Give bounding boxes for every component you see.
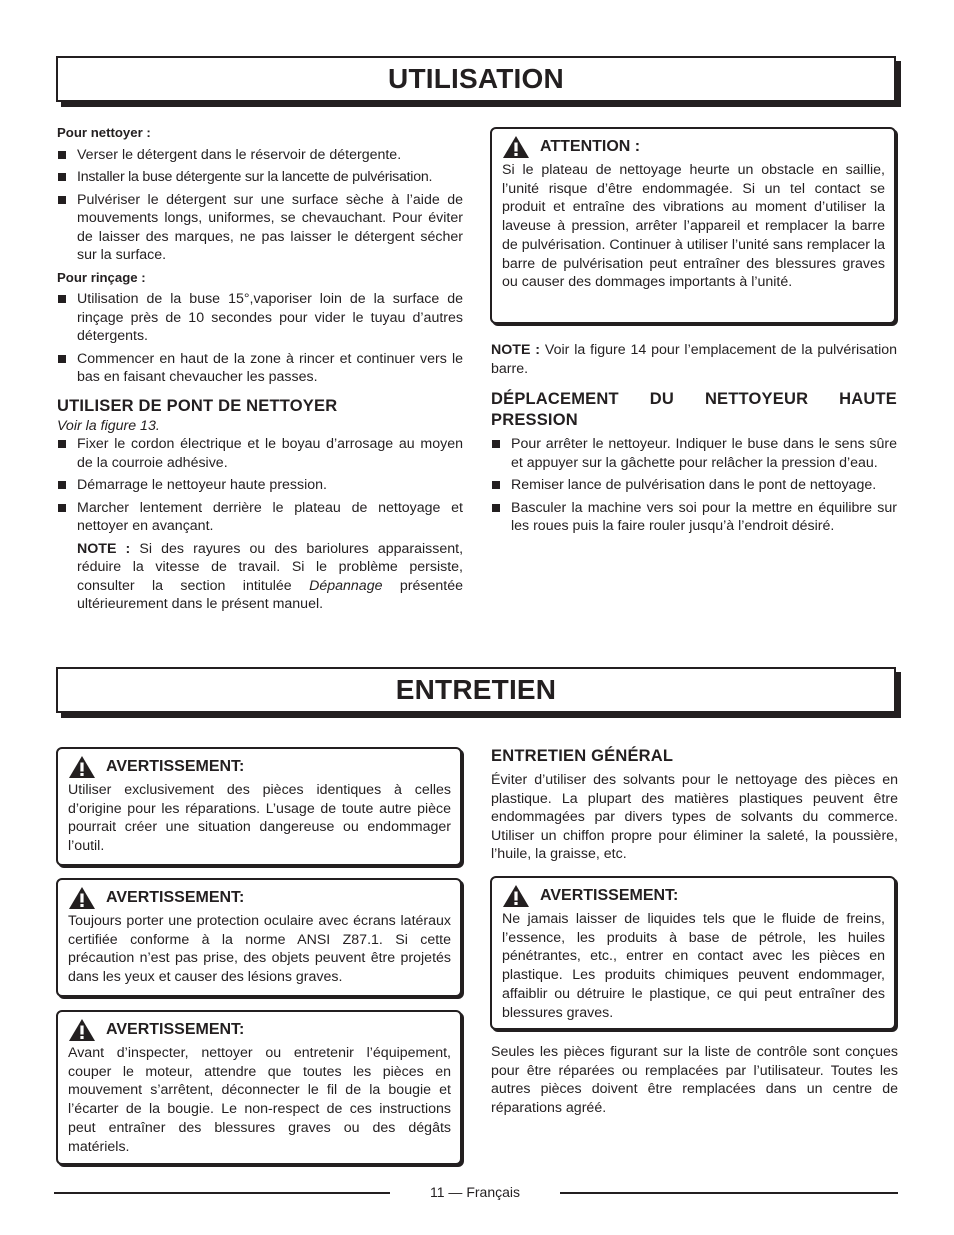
bullet-square-icon [58, 295, 66, 303]
warning-triangle-icon [502, 135, 530, 159]
entretien-general [491, 746, 898, 864]
list-item: Installer la buse détergente sur la lancette de pulvérisation. [57, 168, 463, 187]
list-item: Pulvériser le détergent sur une surface sèche à l’aide de mouvements longs, uniformes, se chevauchant. Pour éviter de laisser des marques, ne pas laisser le détergent sécher sur la surface. [57, 191, 463, 265]
warning-header [68, 755, 451, 779]
footer-rule-right [560, 1192, 898, 1194]
bullet-square-icon [58, 481, 66, 489]
attention-text: Si le plateau de nettoyage heurte un obstacle en saillie, l’unité risque d’être endommagée. Si un tel contact se produit et entraîne des vibrations au moment d’utiliser la laveuse à pression, arrêter l’appareil et remplacer la barre de pulvérisation. Continuer à utiliser l’unité sans remplacer la barre de pulvérisation peut entraîner des blessures graves ou causer des dommages importants à l’unité. [502, 162, 885, 291]
list-item: Verser le détergent dans le réservoir de détergente. [57, 146, 463, 165]
warning-triangle-icon [68, 886, 96, 910]
attention-box [490, 127, 896, 324]
warning-header [68, 1018, 451, 1042]
pont-note: NOTE : Si des rayures ou des bariolures apparaissent, réduire la vitesse de travail. Si le problème persiste, consulter la section intitulée Dépannage présentée ultérieurement dans le présent manuel. [77, 540, 464, 612]
pour-rincage-label: Pour rinçage : [57, 269, 146, 285]
bullet-square-icon [492, 481, 500, 489]
list-item: Fixer le cordon électrique et le boyau d’arrosage au moyen de la courroie adhésive. [57, 435, 463, 472]
warning-text: Utiliser exclusivement des pièces identiques à celles d’origine pour les réparations. L’usage de toute autre pièce pourrait créer une situation dangereuse ou endommager l’outil. [68, 782, 451, 855]
list-item: Utilisation de la buse 15°,vaporiser loin de la surface de rinçage près de 10 secondes pour vider le tuyau d’autres détergents. [57, 290, 463, 346]
pont-figure-ref: Voir la figure 13. [57, 417, 160, 434]
warning-box-3 [56, 1010, 462, 1165]
warning-text: Toujours porter une protection oculaire avec écrans latéraux certifiée conforme à la norme ANSI Z87.1. Si cette précaution n’est pas prise, des objets peuvent être projetés dans les yeux et causer des lésions graves. [68, 913, 451, 986]
list-item: Démarrage le nettoyeur haute pression. [57, 476, 463, 495]
warning-triangle-icon [502, 884, 530, 908]
bullet-square-icon [58, 355, 66, 363]
warning-box-2 [56, 878, 462, 997]
warning-box-4 [490, 876, 896, 1030]
nettoyer-list [57, 146, 463, 265]
warning-text: Ne jamais laisser de liquides tels que le fluide de freins, l’essence, les produits à base de pétrole, les huiles pénétrantes, etc., entrer en contact avec les pièces en plastique. Les produits chimiques peuvent endommager, affaiblir ou détruire le plastique, ce qui peut entraîner des blessures graves. [502, 911, 885, 1021]
entretien-general-text: Éviter d’utiliser des solvants pour le nettoyage des pièces en plastique. La plupart des matières plastiques peuvent être endommagées par divers types de solvants du commerce. Utiliser un chiffon propre pour éliminer la saleté, la poussière, l’huile, la graisse, etc. [491, 772, 898, 862]
pour-nettoyer-label: Pour nettoyer : [57, 125, 151, 140]
entretien-title: ENTRETIEN [395, 674, 557, 705]
bullet-square-icon [58, 151, 66, 159]
utilisation-left-column [57, 124, 463, 614]
list-item: Pour arrêter le nettoyeur. Indiquer le buse dans le sens sûre et appuyer sur la gâchette pour relâcher la pression d’eau. [491, 435, 897, 472]
entretien-closing [491, 1043, 898, 1117]
attention-header [502, 135, 885, 159]
warning-heading: AVERTISSEMENT: [106, 757, 245, 775]
pont-list [57, 435, 463, 536]
warning-heading: AVERTISSEMENT: [106, 1020, 245, 1038]
entretien-banner [56, 667, 896, 713]
list-item: Basculer la machine vers soi pour la mettre en équilibre sur les roues puis la faire rouler jusqu’à l’endroit désiré. [491, 499, 897, 536]
bullet-square-icon [58, 173, 66, 181]
rincage-list [57, 290, 463, 387]
deplacement-heading: DÉPLACEMENT DU NETTOYEUR HAUTE PRESSION [491, 390, 897, 429]
warning-box-1 [56, 747, 462, 866]
bullet-square-icon [58, 504, 66, 512]
warning-triangle-icon [68, 1018, 96, 1042]
entretien-closing-text: Seules les pièces figurant sur la liste de contrôle sont conçues pour être réparées ou remplacées par l’utilisateur. Toutes les autres pièces doivent être remplacées dans un centre de réparations agréé. [491, 1044, 898, 1116]
bullet-square-icon [58, 196, 66, 204]
pont-heading: UTILISER DE PONT DE NETTOYER [57, 396, 338, 415]
warning-triangle-icon [68, 755, 96, 779]
utilisation-title: UTILISATION [388, 63, 564, 94]
entretien-general-heading: ENTRETIEN GÉNÉRAL [491, 747, 674, 765]
list-item: Remiser lance de pulvérisation dans le pont de nettoyage. [491, 476, 897, 495]
warning-heading: AVERTISSEMENT: [106, 888, 245, 906]
utilisation-banner [56, 56, 896, 102]
footer-rule-left [54, 1192, 390, 1194]
warning-heading: AVERTISSEMENT: [540, 886, 679, 904]
utilisation-right-column [491, 341, 897, 540]
warning-text: Avant d’inspecter, nettoyer ou entretenir l’équipement, couper le moteur, attendre que toutes les pièces en mouvement s’arrêtent, déconnecter le fil de la bougie et l’écarter de la bougie. Le non-respect de ces instructions peut entraîner des blessures graves ou des dégâts matériels. [68, 1045, 451, 1155]
bullet-square-icon [58, 440, 66, 448]
warning-header [68, 886, 451, 910]
warning-header [502, 884, 885, 908]
figure-note: NOTE : Voir la figure 14 pour l’emplacement de la pulvérisation barre. [491, 342, 898, 377]
deplacement-list [491, 435, 897, 536]
bullet-square-icon [492, 504, 500, 512]
page-number: 11 — Français [430, 1184, 520, 1200]
list-item: Marcher lentement derrière le plateau de nettoyage et nettoyer en avançant. [57, 499, 463, 536]
bullet-square-icon [492, 440, 500, 448]
list-item: Commencer en haut de la zone à rincer et continuer vers le bas en faisant chevaucher les passes. [57, 350, 463, 387]
attention-heading: ATTENTION : [540, 137, 641, 155]
